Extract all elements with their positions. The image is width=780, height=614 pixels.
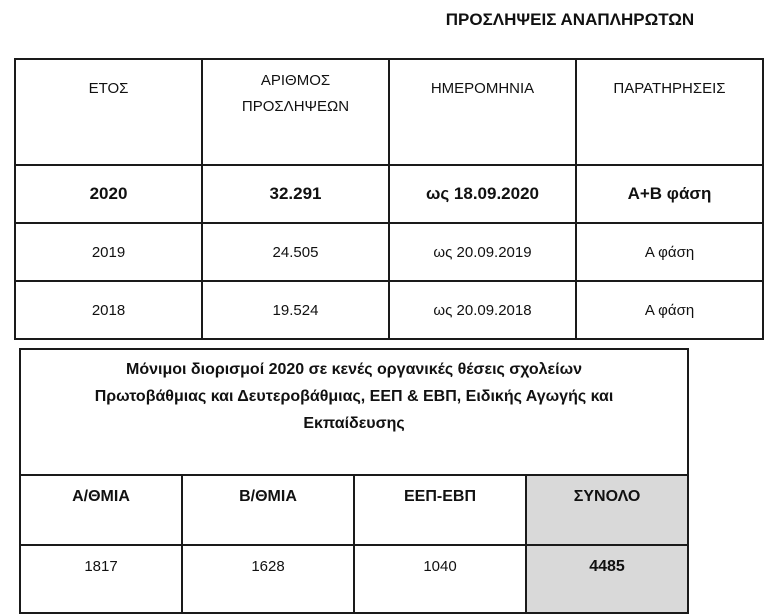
- cell-date: ως 20.09.2018: [389, 281, 576, 339]
- appointments-header-row: [20, 475, 688, 545]
- cell-hires: 32.291: [202, 165, 389, 223]
- appointments-table: [19, 348, 689, 614]
- header-year: ΕΤΟΣ: [15, 59, 202, 165]
- cell-year: 2018: [15, 281, 202, 339]
- value-primary: 1817: [20, 545, 182, 613]
- hires-table: [14, 58, 764, 340]
- header-remarks: ΠΑΡΑΤΗΡΗΣΕΙΣ: [576, 59, 763, 165]
- header-hires-count-line2: ΠΡΟΣΛΗΨΕΩΝ: [241, 98, 350, 115]
- page-title: [0, 10, 780, 30]
- value-secondary: 1628: [182, 545, 354, 613]
- appointments-title-line1: Μόνιμοι διορισμοί 2020 σε κενές οργανικές θέσεις σχολείων: [126, 361, 582, 378]
- appointments-title-row: [20, 349, 688, 475]
- header-date: ΗΜΕΡΟΜΗΝΙΑ: [389, 59, 576, 165]
- cell-remarks: Α+Β φάση: [576, 165, 763, 223]
- cell-remarks: Α φάση: [576, 223, 763, 281]
- header-primary: Α/ΘΜΙΑ: [20, 475, 182, 545]
- cell-hires: 19.524: [202, 281, 389, 339]
- cell-year: 2019: [15, 223, 202, 281]
- cell-hires: 24.505: [202, 223, 389, 281]
- header-hires-count: [202, 59, 389, 165]
- value-total: 4485: [526, 545, 688, 613]
- appointments-title-line2: Πρωτοβάθμιας και Δευτεροβάθμιας, ΕΕΠ & ΕΒΠ, Ειδικής Αγωγής και: [94, 388, 614, 405]
- page-title-text: ΠΡΟΣΛΗΨΕΙΣ ΑΝΑΠΛΗΡΩΤΩΝ: [445, 10, 695, 29]
- cell-remarks: Α φάση: [576, 281, 763, 339]
- header-total: ΣΥΝΟΛΟ: [526, 475, 688, 545]
- table-row: [15, 281, 763, 339]
- appointments-title-line3: Εκπαίδευσης: [303, 415, 405, 432]
- appointments-title: [20, 349, 688, 475]
- table-row: [15, 223, 763, 281]
- table-row: [15, 165, 763, 223]
- header-eep-ebp: ΕΕΠ-ΕΒΠ: [354, 475, 526, 545]
- header-hires-count-line1: ΑΡΙΘΜΟΣ: [260, 72, 331, 89]
- cell-date: ως 20.09.2019: [389, 223, 576, 281]
- hires-header-row: [15, 59, 763, 165]
- appointments-values-row: [20, 545, 688, 613]
- header-secondary: Β/ΘΜΙΑ: [182, 475, 354, 545]
- cell-year: 2020: [15, 165, 202, 223]
- cell-date: ως 18.09.2020: [389, 165, 576, 223]
- value-eep-ebp: 1040: [354, 545, 526, 613]
